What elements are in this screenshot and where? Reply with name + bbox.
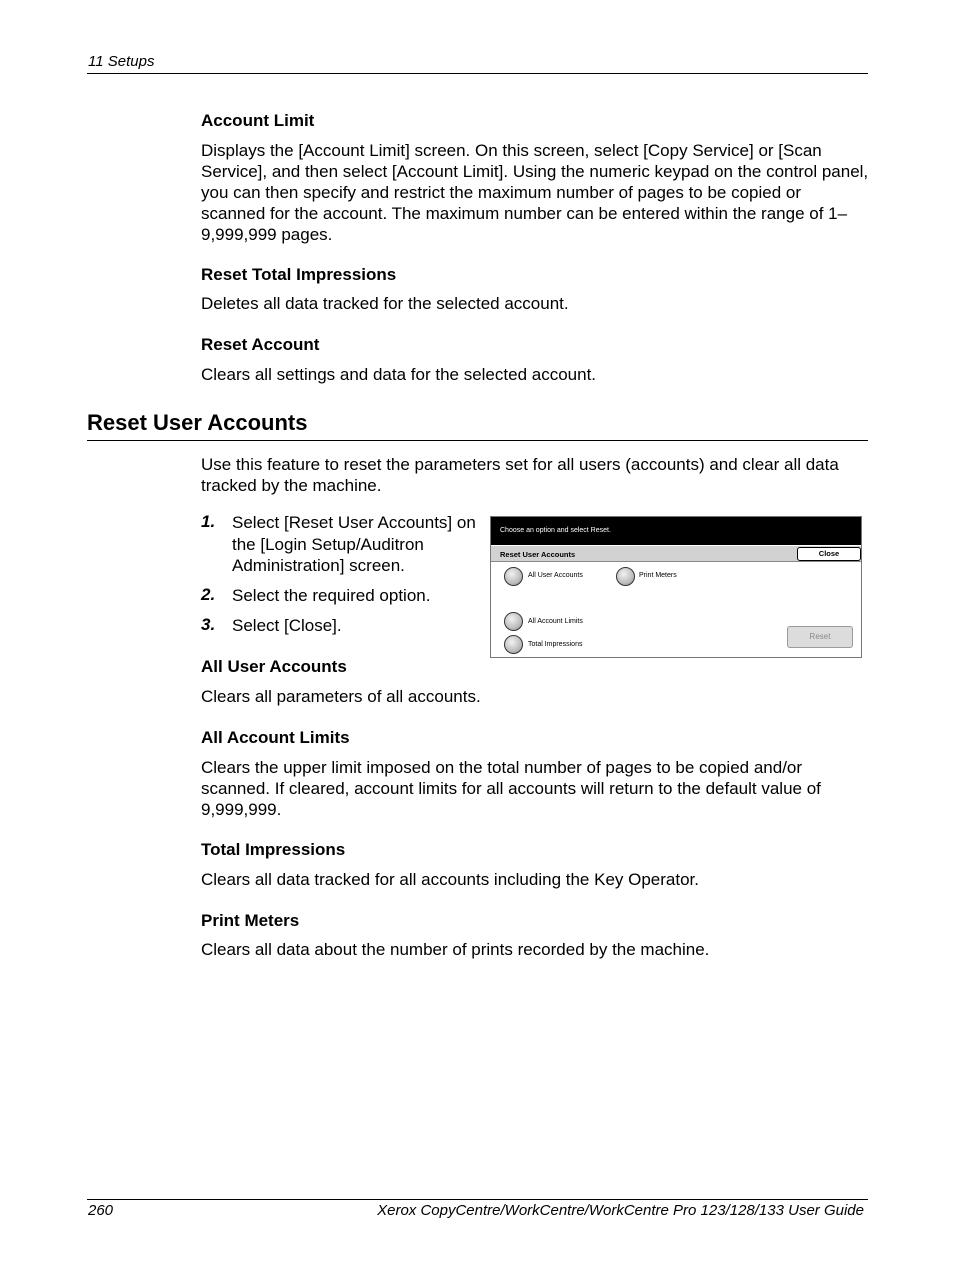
all-user-accounts-heading: All User Accounts	[201, 657, 347, 676]
step-number: 2.	[201, 585, 216, 604]
step-text: Select [Close].	[232, 616, 342, 635]
reset-button[interactable]: Reset	[787, 626, 853, 648]
header-rule	[87, 73, 868, 74]
step-number: 1.	[201, 512, 216, 531]
all-user-accounts-radio[interactable]	[504, 567, 523, 586]
section-intro: Use this feature to reset the parameters set for all users (accounts) and clear all data tracked by the machine.	[201, 455, 839, 495]
total-impressions-radio[interactable]	[504, 635, 523, 654]
step-number: 3.	[201, 615, 216, 634]
reset-account-text: Clears all settings and data for the selected account.	[201, 365, 597, 384]
page-number: 260	[88, 1202, 114, 1219]
reset-user-accounts-screen	[490, 516, 862, 658]
account-limit-text: Displays the [Account Limit] screen. On this screen, select [Copy Service] or [Scan Service], and then select [Account Limit]. Using the numeric keypad on the control panel, you can then specify and restrict the maximum number of pages to be copied or scanned for the account. The maximum number can be entered within the range of 1–9,999,999 pages.	[201, 141, 869, 244]
print-meters-text: Clears all data about the number of prints recorded by the machine.	[201, 940, 710, 959]
all-account-limits-text: Clears the upper limit imposed on the total number of pages to be copied and/or scanned. If cleared, account limits for all accounts will return to the default value of 9,999,999.	[201, 758, 821, 819]
running-header: 11 Setups	[88, 53, 155, 70]
reset-total-impressions-text: Deletes all data tracked for the selected account.	[201, 294, 569, 313]
all-account-limits-label: All Account Limits	[528, 618, 583, 625]
total-impressions-text: Clears all data tracked for all accounts including the Key Operator.	[201, 870, 699, 889]
print-meters-label: Print Meters	[639, 572, 677, 579]
reset-total-impressions-heading: Reset Total Impressions	[201, 265, 397, 284]
total-impressions-heading: Total Impressions	[201, 840, 346, 859]
section-title: Reset User Accounts	[87, 410, 308, 435]
screen-message: Choose an option and select Reset.	[500, 527, 611, 534]
account-limit-heading: Account Limit	[201, 111, 315, 130]
step-text: Select [Reset User Accounts] on the [Login Setup/Auditron Administration] screen.	[232, 513, 476, 575]
all-user-accounts-label: All User Accounts	[528, 572, 583, 579]
step-text: Select the required option.	[232, 586, 431, 605]
total-impressions-label: Total Impressions	[528, 641, 583, 648]
section-rule	[87, 440, 868, 441]
all-account-limits-heading: All Account Limits	[201, 728, 350, 747]
all-account-limits-radio[interactable]	[504, 612, 523, 631]
print-meters-heading: Print Meters	[201, 911, 300, 930]
screen-title: Reset User Accounts	[500, 550, 576, 559]
footer-rule	[87, 1199, 868, 1200]
reset-account-heading: Reset Account	[201, 335, 320, 354]
print-meters-radio[interactable]	[616, 567, 635, 586]
close-button[interactable]: Close	[797, 547, 861, 561]
guide-title: Xerox CopyCentre/WorkCentre/WorkCentre Pro 123/128/133 User Guide	[377, 1202, 864, 1219]
all-user-accounts-text: Clears all parameters of all accounts.	[201, 687, 481, 706]
